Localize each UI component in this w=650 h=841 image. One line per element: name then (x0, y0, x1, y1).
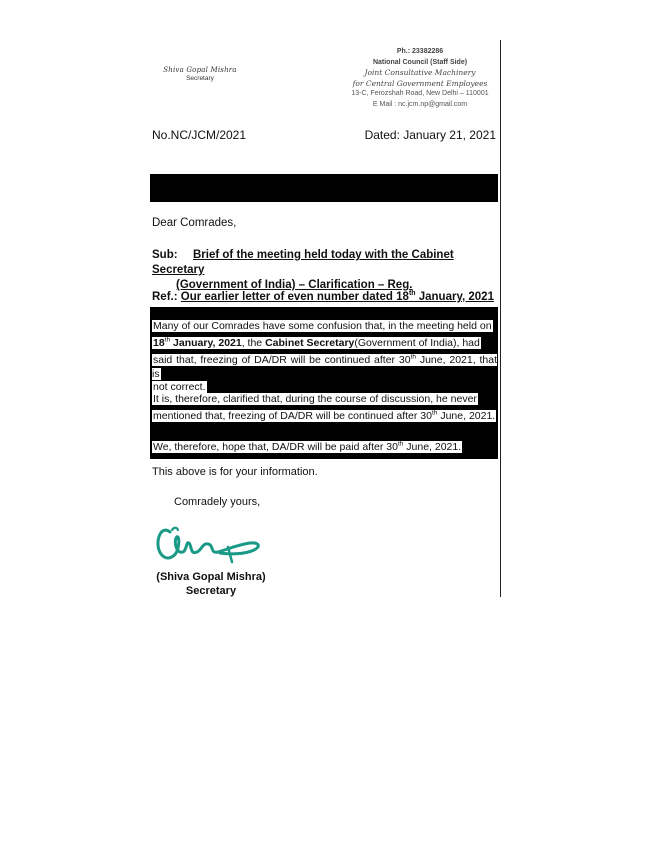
p1-line3-start: said that, freezing of DA/DR will be continued after 30 (153, 354, 411, 367)
reference-text-end: January, 2021 (415, 290, 494, 303)
subject-line-2: (Government of India) – Clarification – Reg. (176, 279, 413, 291)
signatory-name: (Shiva Gopal Mishra) (156, 571, 266, 583)
signatory (155, 570, 267, 598)
reference-text (181, 291, 494, 303)
p3-end: June, 2021. (403, 440, 462, 453)
signatory-title: Secretary (185, 585, 237, 597)
reference-label: Ref.: (152, 290, 178, 303)
p1-govt: (Government of India), had (354, 337, 480, 350)
letter-number: No.NC/JCM/2021 (152, 128, 247, 142)
closing: Comradely yours, (174, 496, 261, 508)
p2-line2-end: June, 2021. (437, 410, 496, 423)
p1-line3-sup: th (410, 353, 416, 361)
paragraph-1-line-2 (152, 337, 481, 349)
p1-date-sup: th (164, 336, 171, 344)
p1-line3-end: June, 2021, that is (152, 354, 497, 380)
p1-date-day: 18 (153, 337, 165, 350)
margin-rule (500, 40, 501, 597)
paragraph-2-line-2 (152, 410, 496, 422)
p2-line2-sup: th (432, 409, 438, 417)
paragraph-3 (152, 437, 497, 454)
subject (152, 248, 497, 293)
p1-mid: , the (241, 337, 266, 350)
salutation: Dear Comrades, (152, 217, 237, 229)
paragraph-1-line-3 (152, 354, 497, 380)
paragraph-1-line-4: not correct. (153, 381, 206, 394)
letterhead-name: Shiva Gopal Mishra (163, 66, 237, 74)
letterhead-email: E Mail : nc.jcm.np@gmail.com (372, 100, 468, 108)
letterhead-org: National Council (Staff Side) (372, 58, 468, 66)
info-line: This above is for your information. (152, 466, 318, 478)
p3-sup: th (397, 440, 404, 447)
p1-date-month: January, 2021 (170, 337, 242, 350)
p3-start: We, therefore, hope that, DA/DR will be paid after 30 (153, 440, 398, 453)
letter-date: Dated: January 21, 2021 (364, 128, 496, 142)
reference (152, 290, 494, 303)
p2-line2-start: mentioned that, freezing of DA/DR will be continued after 30 (153, 410, 432, 423)
letterhead-phone: Ph.: 23382286 (396, 48, 444, 55)
letterhead-left (150, 66, 250, 82)
paragraph-1-line-1: Many of our Comrades have some confusion that, in the meeting held on (153, 320, 492, 332)
letterhead-title: Secretary (186, 75, 214, 82)
paragraph-2-line-1: It is, therefore, clarified that, during the course of discussion, he never (153, 393, 477, 405)
paragraph-1 (152, 320, 497, 395)
letterhead-org-line3: for Central Government Employees (352, 78, 488, 88)
subject-line-1: Brief of the meeting held today with the Cabinet Secretary (152, 249, 454, 276)
subject-label: Sub: (152, 249, 178, 261)
letterhead-right (340, 47, 500, 110)
reference-text-start: Our earlier letter of even number dated 18 (180, 290, 409, 303)
p1-cabinet-secretary: Cabinet Secretary (265, 337, 355, 350)
reference-sup: th (408, 290, 416, 297)
paragraph-3-line-1 (152, 441, 462, 453)
redaction-bar (150, 174, 498, 202)
letterhead-org-line2: Joint Consultative Machinery (364, 68, 476, 77)
paragraph-2 (152, 393, 497, 424)
handwritten-signature (152, 510, 267, 570)
letterhead-address: 13-C, Ferozshah Road, New Delhi – 110001 (351, 90, 489, 97)
